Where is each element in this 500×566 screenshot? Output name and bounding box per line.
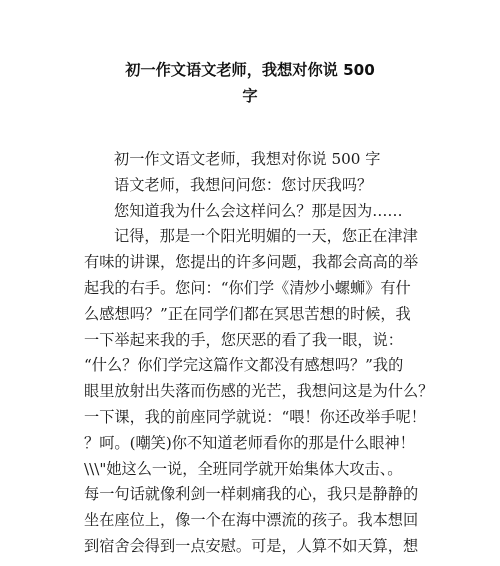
- body-line: \\\"她这么一说，全班同学就开始集体大攻击、。: [84, 459, 403, 478]
- body-line: 您知道我为什么会这样问么？那是因为……: [114, 201, 403, 220]
- body-line: 一下举起来我的手，您厌恶的看了我一眼，说：: [84, 330, 403, 349]
- body-line: 每一句话就像利剑一样刺痛我的心，我只是静静的: [84, 485, 419, 504]
- body-line: 语文老师，我想问问您：您讨厌我吗？: [114, 175, 373, 194]
- body-line: 初一作文语文老师，我想对你说 500 字: [114, 150, 381, 168]
- title-line-1: 初一作文语文老师，我想对你说 500: [125, 61, 375, 79]
- body-line: 记得，那是一个阳光明媚的一天，您正在津津: [114, 227, 418, 246]
- body-line: 到宿舍会得到一点安慰。可是，人算不如天算，想: [84, 536, 419, 555]
- body-line: ？呵。(嘲笑)你不知道老师看你的那是什么眼神！: [84, 433, 415, 452]
- body-line: 一下课，我的前座同学就说：“喂！你还改举手呢！: [84, 407, 426, 426]
- title-line-2: 字: [242, 86, 258, 105]
- body-line: 起我的右手。您问：“你们学《清炒小螺蛳》有什: [84, 278, 411, 297]
- body-line: 坐在座位上，像一个在海中漂流的孩子。我本想回: [84, 511, 419, 530]
- body-line: 有味的讲课，您提出的许多问题，我都会高高的举: [84, 253, 419, 272]
- document-body: [84, 147, 434, 560]
- body-line: “什么？你们学完这篇作文都没有感想吗？”我的: [84, 356, 404, 375]
- document-title: [60, 58, 440, 110]
- body-line: 么感想吗？”正在同学们都在冥思苦想的时候，我: [84, 304, 411, 323]
- body-line: 眼里放射出失落而伤感的光芒，我想问这是为什么？: [84, 382, 434, 401]
